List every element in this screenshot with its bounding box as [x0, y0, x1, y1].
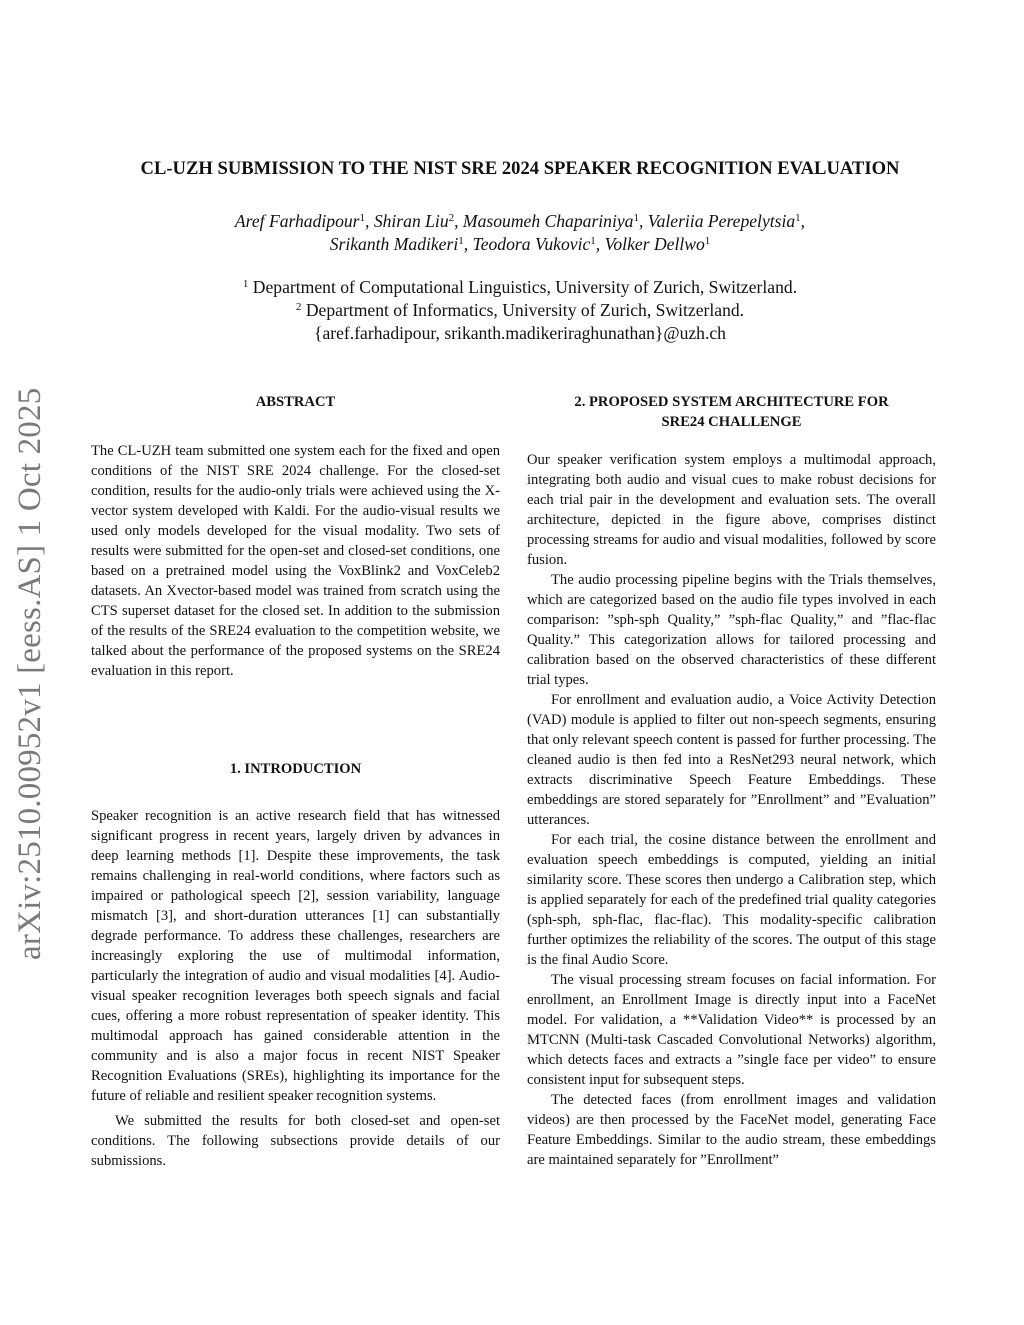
author-name: Teodora Vukovic	[472, 234, 591, 254]
introduction-body	[91, 806, 500, 1171]
author-affil-mark: 1	[359, 212, 366, 224]
intro-paragraph-2: We submitted the results for both closed-set and open-set conditions. The following subsections provide details of our submissions.	[91, 1113, 500, 1169]
abstract-heading: ABSTRACT	[255, 394, 336, 410]
paper-title: CL-UZH SUBMISSION TO THE NIST SRE 2024 SPEAKER RECOGNITION EVALUATION	[140, 158, 900, 179]
intro-paragraph-1: Speaker recognition is an active research field that has witnessed significant progress in recent years, largely driven by advances in deep learning methods [1]. Despite these improvements, the task remains challenging in real-world conditions, where factors such as impaired or pathological speech [2], session variability, language mismatch [3], and short-duration utterances [1] can substantially degrade performance. To address these challenges, researchers are increasingly exploring the use of multimodal information, particularly the integration of audio and visual modalities [4]. Audio-visual speaker recognition leverages both speech signals and facial cues, offering a more robust representation of speaker identity. This multimodal approach has gained considerable attention in the community and is also a major focus in recent NIST Speaker Recognition Evaluations (SREs), highlighting its importance for the future of reliable and resilient speaker recognition systems.	[91, 808, 500, 1104]
abstract-paragraph: The CL-UZH team submitted one system each for the fixed and open conditions of the NIST SRE 2024 challenge. For the closed-set condition, results for the audio-only trials were achieved using the X-vector system developed with Kaldi. For the audio-visual results we used only models developed for the visual modality. Two sets of results were submitted for the open-set and closed-set conditions, one based on a pretrained model using the VoxBlink2 and VoxCeleb2 datasets. An Xvector-based model was trained from scratch using the CTS superset dataset for the closed set. In addition to the submission of the results of the SRE24 evaluation to the competition website, we talked about the performance of the proposed systems on the SRE24 evaluation in this report.	[91, 443, 500, 679]
affiliation-1: $^1$ Department of Computational Linguistics, University of Zurich, Switzerland.	[242, 277, 798, 297]
author-affil-mark: 1	[795, 212, 801, 224]
author-affil-mark: 2	[448, 212, 455, 224]
affiliation-2: $^2$ Department of Informatics, University of Zurich, Switzerland.	[295, 300, 745, 320]
author-name: Volker Dellwo	[604, 234, 705, 254]
section-2-paragraph-2: The audio processing pipeline begins with the Trials themselves, which are categorized based on the audio file types involved in each comparison: ”sph-sph Quality,” ”sph-flac Quality,” and ”flac-flac Quality.” This categorization allows for tailored processing and calibration based on the observed characteristics of these different trial types.	[527, 572, 936, 688]
author-name: Srikanth Madikeri	[329, 234, 459, 254]
affiliations	[60, 276, 980, 345]
section-2-paragraph-3: For enrollment and evaluation audio, a Voice Activity Detection (VAD) module is applied to filter out non-speech segments, ensuring that only relevant speech content is passed for further processing. The cleaned audio is then fed into a ResNet293 neural network, which extracts discriminative Speech Feature Embeddings. These embeddings are stored separately for ”Enrollment” and ”Evaluation” utterances.	[527, 692, 936, 828]
section-2-paragraph-5: The visual processing stream focuses on facial information. For enrollment, an Enrollment Image is directly input into a FaceNet model. For validation, a **Validation Video** is processed by an MTCNN (Multi-task Cascaded Convolutional Networks) algorithm, which detects faces and extracts a ”single face per video” to ensure consistent input for subsequent steps.	[527, 972, 936, 1088]
arxiv-stamp: arXiv:2510.00952v1 [eess.AS] 1 Oct 2025	[12, 387, 48, 960]
section-2-paragraph-6: The detected faces (from enrollment images and validation videos) are then processed by the FaceNet model, generating Face Feature Embeddings. Similar to the audio stream, these embeddings are maintained separately for ”Enrollment”	[527, 1092, 936, 1168]
contact-email: {aref.farhadipour, srikanth.madikeriraghunathan}@uzh.ch	[314, 323, 726, 343]
introduction-heading: 1. INTRODUCTION	[229, 761, 362, 777]
author-name: Aref Farhadipour	[234, 211, 360, 231]
section-2-paragraph-4: For each trial, the cosine distance between the enrollment and evaluation speech embeddings is computed, yielding an initial similarity score. These scores then undergo a Calibration step, which is applied separately for each of the predefined trial quality categories (sph-sph, sph-flac, flac-flac). This modality-specific calibration further optimizes the reliability of the scores. The output of this stage is the final Audio Score.	[527, 832, 936, 968]
author-affil-mark: 1	[590, 235, 596, 247]
author-name: Shiran Liu	[373, 211, 449, 231]
author-name: Masoumeh Chapariniya	[462, 211, 634, 231]
author-affil-mark: 1	[633, 212, 639, 224]
author-list: Aref Farhadipour$^1$, Shiran Liu$^2$, Masoumeh Chapariniya$^1$, Valeriia Perepelytsia$^1$, Srikanth Madikeri$^1$, Teodora Vukovic$^1$, Volker Dellwo$^1$	[234, 211, 806, 254]
author-affil-mark: 1	[458, 235, 464, 247]
author-affil-mark: 1	[704, 235, 711, 247]
abstract-body	[91, 441, 500, 681]
author-name: Valeriia Perepelytsia	[647, 211, 796, 231]
section-2-body	[527, 450, 936, 1170]
section-2-paragraph-1: Our speaker verification system employs a multimodal approach, integrating both audio and visual cues to make robust decisions for each trial pair in the development and evaluation sets. The overall architecture, depicted in the figure above, comprises distinct processing streams for audio and visual modalities, followed by score fusion.	[527, 452, 936, 568]
section-2-heading: 2. PROPOSED SYSTEM ARCHITECTURE FOR SRE24 CHALLENGE	[574, 394, 889, 430]
